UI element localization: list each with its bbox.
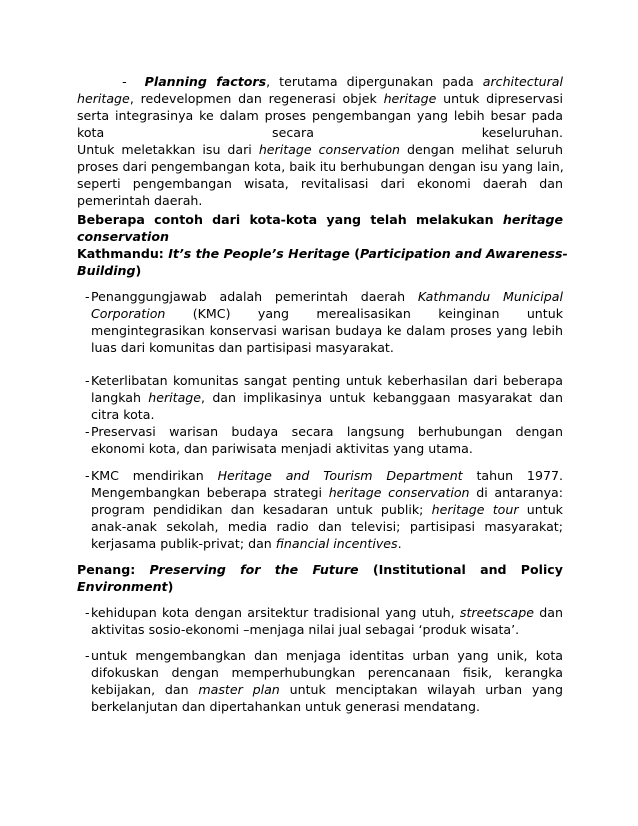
intro-line-4: kota secara keseluruhan. <box>77 125 563 140</box>
kathmandu-heading: Kathmandu: It’s the People’s Heritage (Participation and Awareness- Building) <box>77 246 568 278</box>
penang-item-1: - kehidupan kota dengan arsitektur tradisional yang utuh, streetscape dan aktivitas sosio-ekonomi –menjaga nilai jual sebagai ‘produk wisata’. <box>85 605 563 637</box>
intro-line-2: heritage, redevelopmen dan regenerasi objek heritage untuk dipreservasi <box>77 91 563 106</box>
penang-heading: Penang: Preserving for the Future (Institutional and Policy Environment) <box>77 562 563 594</box>
intro-line-1: - Planning factors, terutama dipergunakan pada architectural <box>122 74 563 89</box>
kathmandu-item-2: - Keterlibatan komunitas sangat penting untuk keberhasilan dari beberapa langkah heritage, dan implikasinya untuk kebanggaan masyarakat dan citra kota. <box>85 373 563 422</box>
intro-line-7: seperti pengembangan wisata, revitalisasi dari ekonomi daerah dan <box>77 176 563 191</box>
penang-item-2: - untuk mengembangkan dan menjaga identitas urban yang unik, kota difokuskan dengan memperhubungkan perencanaan fisik, kerangka kebijakan, dan master plan untuk menciptakan wilayah urban yang berkelanjutan dan dipertahankan untuk generasi mendatang. <box>85 648 563 714</box>
intro-line-6: proses dari pengembangan kota, baik itu berhubungan dengan isu yang lain, <box>77 159 564 174</box>
examples-heading: Beberapa contoh dari kota-kota yang telah melakukan heritage conservation <box>77 212 563 244</box>
kathmandu-item-4: - KMC mendirikan Heritage and Tourism Department tahun 1977. Mengembangkan beberapa strategi heritage conservation di antaranya: program pendidikan dan kesadaran untuk publik; heritage tour untuk anak-anak sekolah, media radio dan televisi; partisipasi masyarakat; kerjasama publik-privat; dan financial incentives. <box>85 468 563 551</box>
kathmandu-item-1: - Penanggungjawab adalah pemerintah daerah Kathmandu Municipal Corporation (KMC) yang merealisasikan keinginan untuk mengintegrasikan konservasi warisan budaya ke dalam proses yang lebih luas dari komunitas dan partisipasi masyarakat. <box>85 289 564 355</box>
intro-line-5: Untuk meletakkan isu dari heritage conservation dengan melihat seluruh <box>77 142 563 157</box>
intro-paragraph <box>77 73 563 209</box>
kathmandu-item-3: - Preservasi warisan budaya secara langsung berhubungan dengan ekonomi kota, dan pariwisata menjadi aktivitas yang utama. <box>85 424 563 456</box>
intro-line-8: pemerintah daerah. <box>77 193 203 208</box>
intro-line-3: serta integrasinya ke dalam proses pengembangan yang lebih besar pada <box>77 108 563 123</box>
planning-factors-term: Planning factors <box>144 74 267 89</box>
